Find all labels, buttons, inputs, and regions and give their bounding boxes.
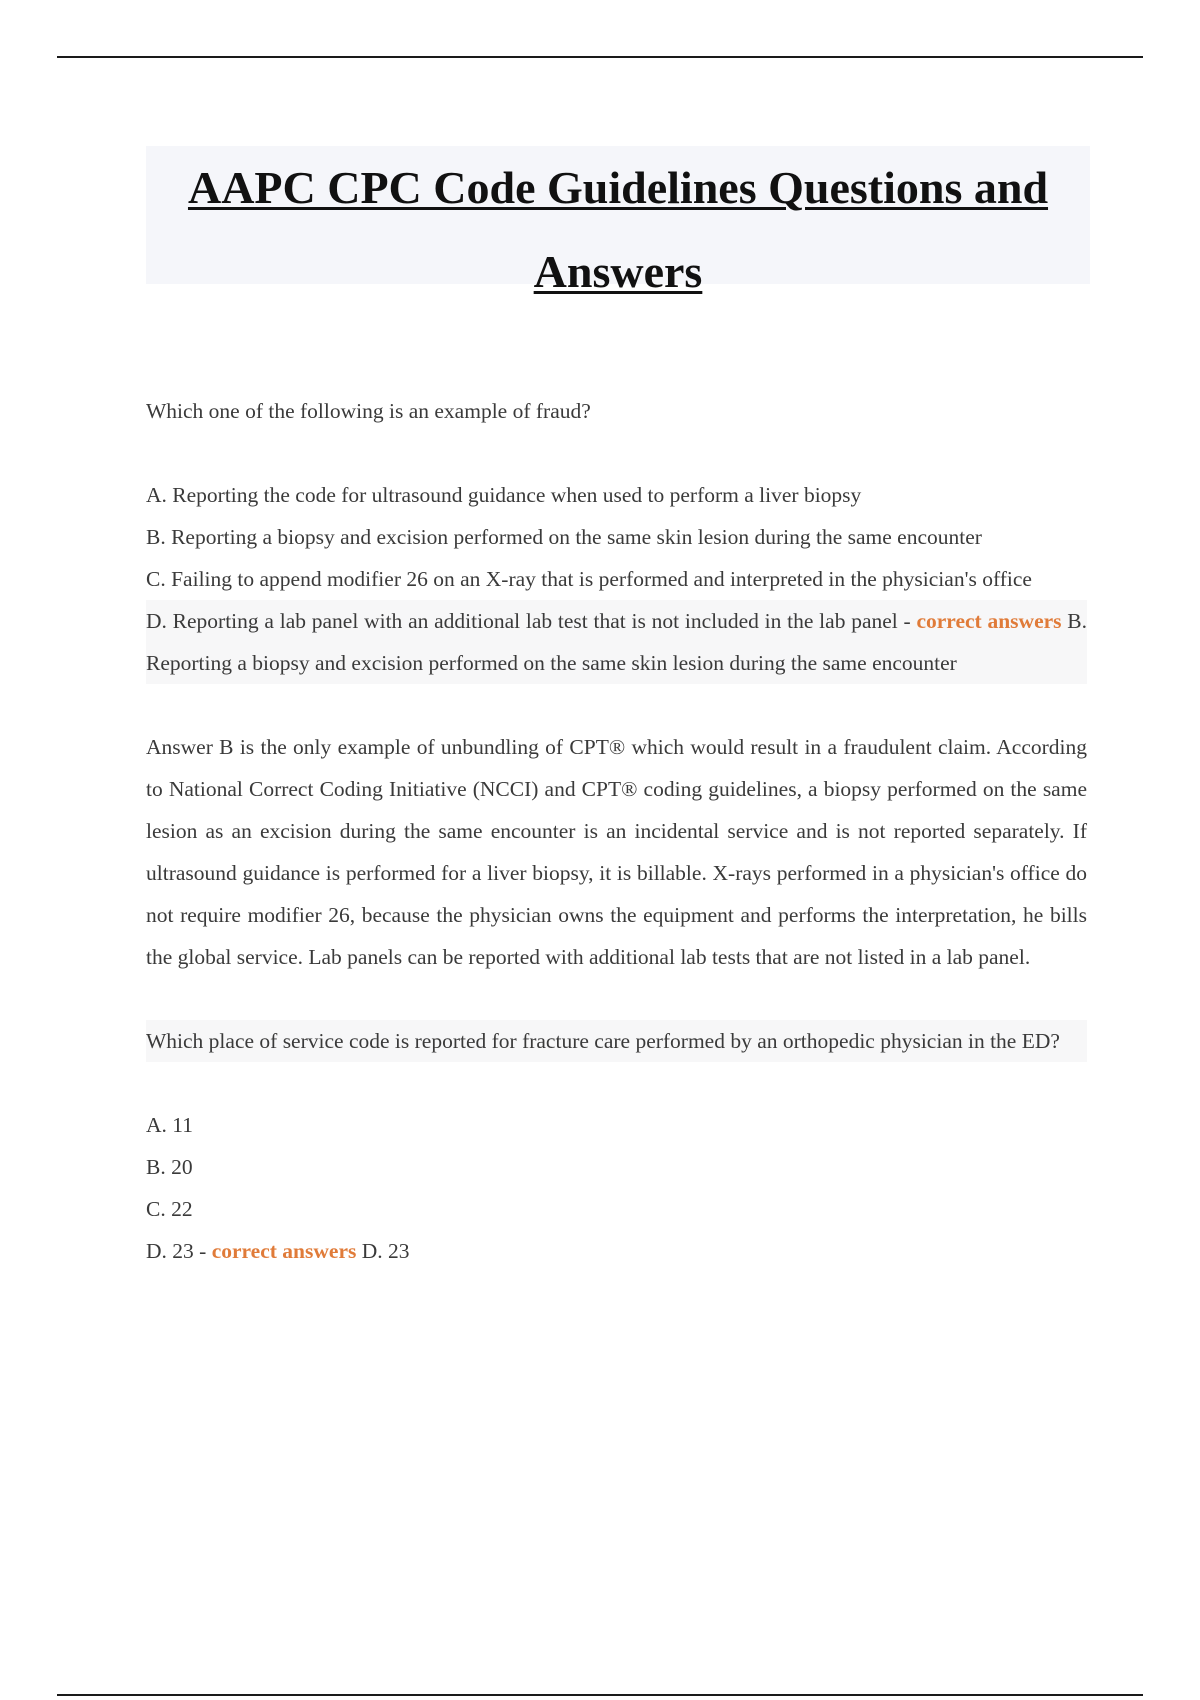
- option-a: A. 11: [146, 1113, 193, 1137]
- option-d-with-answer: [146, 1230, 1087, 1272]
- option-d: D. 23 -: [146, 1239, 207, 1263]
- option-c: C. 22: [146, 1197, 193, 1221]
- question-block-1: [146, 390, 1087, 978]
- option-b: B. Reporting a biopsy and excision performed on the same skin lesion during the same encounter: [146, 525, 982, 549]
- option-b: B. 20: [146, 1155, 193, 1179]
- option-c: C. Failing to append modifier 26 on an X-ray that is performed and interpreted in the physician's office: [146, 567, 1032, 591]
- document-body: [146, 390, 1087, 1272]
- option-d-with-answer: [146, 600, 1087, 684]
- question-text: Which one of the following is an example of fraud?: [146, 399, 591, 423]
- correct-answer-marker: correct answers: [211, 1239, 357, 1263]
- correct-answer: D. 23: [361, 1239, 410, 1263]
- option-a: A. Reporting the code for ultrasound guidance when used to perform a liver biopsy: [146, 483, 862, 507]
- question-text: Which place of service code is reported for fracture care performed by an orthopedic physician in the ED?: [146, 1020, 1087, 1062]
- top-rule: [57, 56, 1143, 58]
- option-d: D. Reporting a lab panel with an additional lab test that is not included in the lab panel -: [146, 609, 911, 633]
- correct-answer: B. Reporting a biopsy and excision performed on the same skin lesion during the same encounter: [146, 609, 1088, 675]
- explanation-text: Answer B is the only example of unbundling of CPT® which would result in a fraudulent claim. According to National Correct Coding Initiative (NCCI) and CPT® coding guidelines, a biopsy performed on the same lesion as an excision during the same encounter is an incidental service and is not reported separately. If ultrasound guidance is performed for a liver biopsy, it is billable. X-rays performed in a physician's office do not require modifier 26, because the physician owns the equipment and performs the interpretation, he bills the global service. Lab panels can be reported with additional lab tests that are not listed in a lab panel.: [146, 735, 1087, 969]
- question-block-2: [146, 1020, 1087, 1272]
- correct-answer-marker: correct answers: [916, 609, 1062, 633]
- bottom-rule: [57, 1694, 1143, 1696]
- title-banner: [146, 146, 1090, 297]
- page-title: AAPC CPC Code Guidelines Questions and Answers: [187, 162, 1049, 297]
